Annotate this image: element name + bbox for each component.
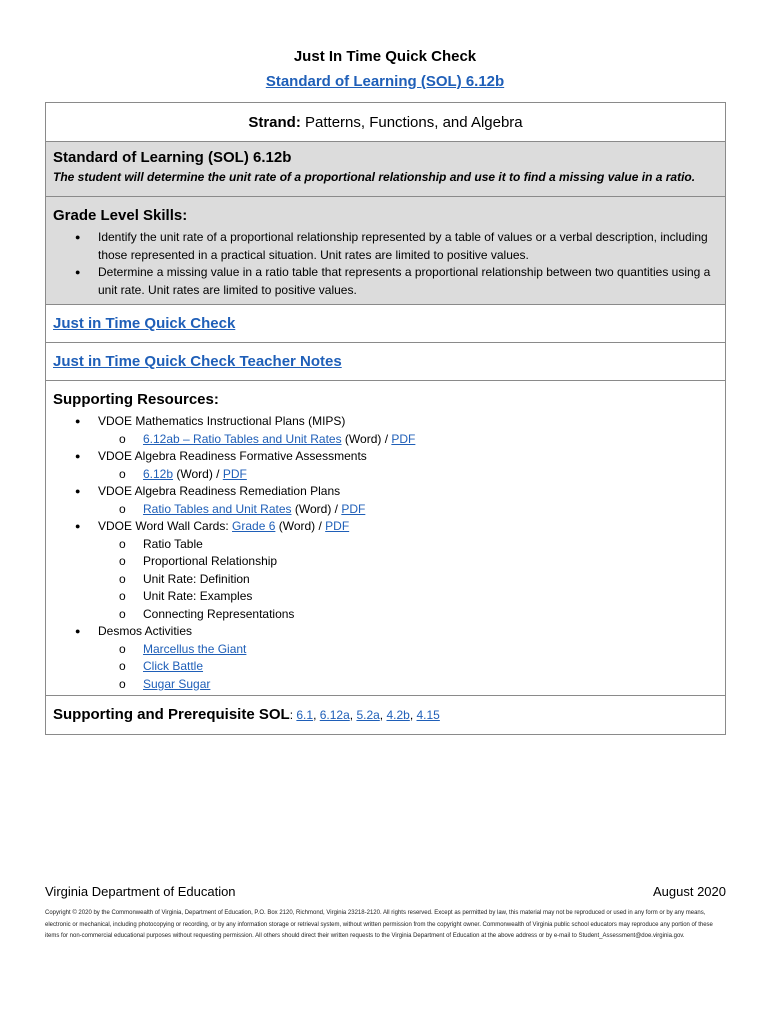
desmos-link-sugar-sugar[interactable]: Sugar Sugar xyxy=(143,676,211,691)
prereq-link[interactable]: 6.12a xyxy=(319,708,350,722)
teacher-notes-row xyxy=(46,343,725,381)
copyright-notice: Copyright © 2020 by the Commonwealth of Virginia, Department of Education, P.O. Box 2120, Richmond, Virginia 23218-2120. All rights reserved. Except as permitted by law, this material may not be reproduced or used in any form or by any means, electronic or mechanical, including photocopying or recording, or by any information storage or retrieval system, without written permission from the copyright owner. Commonwealth of Virginia public school educators may reproduce any portion of these items for non-commercial educational purposes without requesting permission. All others should direct their written requests to the Virginia Department of Education at the above address or by e-mail to Student_Assessment@doe.virginia.gov. xyxy=(45,910,713,939)
footer-date: August 2020 xyxy=(652,884,726,899)
resource-subitem xyxy=(98,466,718,484)
word-label: (Word) / xyxy=(275,519,326,533)
footer-organization: Virginia Department of Education xyxy=(45,884,236,899)
desmos-item xyxy=(98,676,718,694)
skill-item: ● Identify the unit rate of a proportional relationship represented by a table of values or a verbal description, including those represented in a practical situation. Unit rates are limited to positive values. xyxy=(53,229,718,264)
supporting-resources-row xyxy=(46,381,725,696)
desmos-link-click-battle[interactable]: Click Battle xyxy=(143,659,204,673)
resource-sublist xyxy=(98,466,718,484)
resources-heading: Supporting Resources: xyxy=(53,391,219,408)
prereq-link[interactable]: 4.15 xyxy=(416,708,440,722)
word-wall-card: o Connecting Representations xyxy=(98,606,718,624)
pdf-link[interactable]: PDF xyxy=(391,431,416,446)
prereq-heading: Supporting and Prerequisite SOL xyxy=(53,706,290,723)
resource-subitem xyxy=(98,431,718,449)
resource-item-word-wall xyxy=(53,518,718,623)
formative-link[interactable]: 6.12b xyxy=(143,466,174,481)
resource-subitem xyxy=(98,501,718,519)
grade-6-link[interactable]: Grade 6 xyxy=(232,519,276,533)
resource-sublist xyxy=(98,501,718,519)
skills-heading: Grade Level Skills: xyxy=(53,207,188,224)
resource-label: Desmos Activities xyxy=(98,624,193,638)
resource-item-formative xyxy=(53,448,718,483)
desmos-item xyxy=(98,641,718,659)
prereq-sep: , xyxy=(409,708,417,722)
standard-row xyxy=(46,142,725,197)
strand-label: Strand: xyxy=(248,114,301,131)
skill-item: ● Determine a missing value in a ratio table that represents a proportional relationship between two quantities using a unit rate. Unit rates are limited to positive values. xyxy=(53,264,718,299)
word-wall-card: o Proportional Relationship xyxy=(98,553,718,571)
prereq-link[interactable]: 5.2a xyxy=(356,708,380,722)
page-title: Just In Time Quick Check xyxy=(293,48,477,65)
prerequisite-sol-row xyxy=(46,696,725,734)
resource-label: VDOE Word Wall Cards: xyxy=(98,519,233,533)
pdf-link[interactable]: PDF xyxy=(341,501,366,516)
quick-check-link[interactable]: Just in Time Quick Check xyxy=(53,315,236,332)
word-wall-card: o Ratio Table xyxy=(98,536,718,554)
prereq-sep: , xyxy=(379,708,387,722)
skills-list xyxy=(53,229,718,299)
resource-label: VDOE Algebra Readiness Remediation Plans xyxy=(98,484,341,498)
desmos-sublist xyxy=(98,641,718,694)
prereq-colon: : xyxy=(289,708,297,722)
resource-label: VDOE Algebra Readiness Formative Assessments xyxy=(98,449,367,463)
word-wall-sublist xyxy=(98,536,718,624)
word-label: (Word) / xyxy=(291,501,342,516)
word-wall-card: o Unit Rate: Definition xyxy=(98,571,718,589)
quick-check-row xyxy=(46,305,725,343)
word-label: (Word) / xyxy=(173,466,223,481)
prereq-link[interactable]: 4.2b xyxy=(386,708,410,722)
resources-list xyxy=(53,413,718,693)
pdf-link[interactable]: PDF xyxy=(325,519,350,533)
resource-item-mips xyxy=(53,413,718,448)
subtitle-container xyxy=(0,73,770,90)
resource-item-desmos xyxy=(53,623,718,693)
strand-row xyxy=(46,103,725,142)
mips-link[interactable]: 6.12ab – Ratio Tables and Unit Rates xyxy=(143,431,342,446)
grade-level-skills-row xyxy=(46,197,725,305)
desmos-link-marcellus[interactable]: Marcellus the Giant xyxy=(143,641,247,656)
standard-description: The student will determine the unit rate of a proportional relationship and use it to find a missing value in a ratio. xyxy=(53,170,696,184)
resource-sublist xyxy=(98,431,718,449)
standard-heading: Standard of Learning (SOL) 6.12b xyxy=(53,149,292,166)
strand-value: Patterns, Functions, and Algebra xyxy=(305,114,523,131)
sol-standard-link[interactable]: Standard of Learning (SOL) 6.12b xyxy=(265,73,505,90)
resource-label: VDOE Mathematics Instructional Plans (MIPS) xyxy=(98,414,346,428)
prereq-link[interactable]: 6.1 xyxy=(296,708,314,722)
prereq-sep: , xyxy=(349,708,357,722)
prereq-sep: , xyxy=(313,708,320,722)
resource-item-remediation xyxy=(53,483,718,518)
content-table xyxy=(45,102,726,735)
remediation-link[interactable]: Ratio Tables and Unit Rates xyxy=(143,501,292,516)
word-label: (Word) / xyxy=(341,431,392,446)
pdf-link[interactable]: PDF xyxy=(222,466,247,481)
word-wall-card: o Unit Rate: Examples xyxy=(98,588,718,606)
desmos-item xyxy=(98,658,718,676)
teacher-notes-link[interactable]: Just in Time Quick Check Teacher Notes xyxy=(53,353,342,370)
